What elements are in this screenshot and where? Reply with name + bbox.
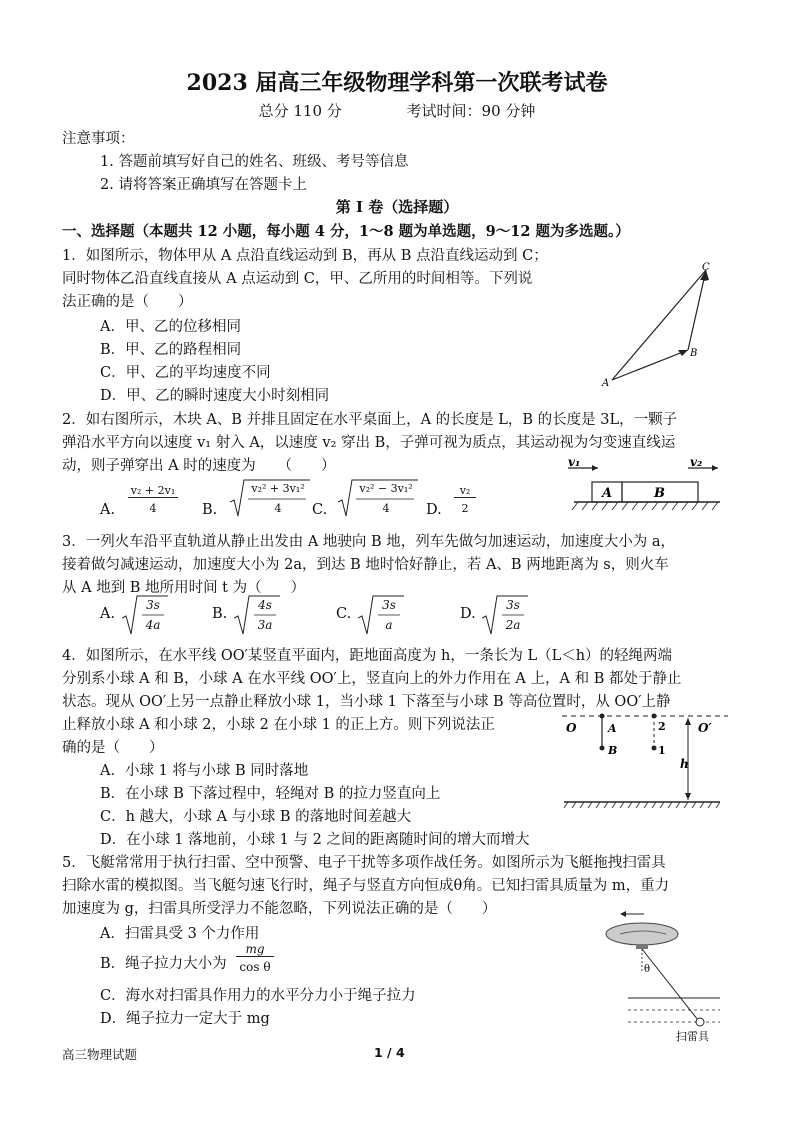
q5-line-2: 扫除水雷的模拟图。当飞艇匀速飞行时，绳子与竖直方向恒成θ角。已知扫雷具质量为 m，重力 <box>62 878 670 894</box>
q4-balls-figure <box>560 708 730 810</box>
q3-option-a-letter: A. <box>100 606 116 622</box>
exam-title: 2023 届高三年级物理学科第一次联考试卷 <box>186 70 608 96</box>
q5-airship-figure <box>600 906 730 1046</box>
q4-label-o-prime: O′ <box>698 721 712 735</box>
q2-option-b-letter: B. <box>202 502 218 518</box>
q4-ball-2: 2 <box>658 720 666 733</box>
q5-line-1: 5．飞艇常常用于执行扫雷、空中预警、电子干扰等多项作战任务。如图所示为飞艇拖拽扫雷具 <box>62 855 666 871</box>
section-title: 第 I 卷（选择题） <box>335 198 459 216</box>
q4-ball-b: B <box>608 744 618 757</box>
q3-option-c-den: a <box>385 618 393 632</box>
exam-time: 考试时间：90 分钟 <box>406 102 536 120</box>
q2-line-1: 2．如右图所示，木块 A、B 并排且固定在水平桌面上，A 的长度是 L，B 的长度是 3L，一颗子 <box>62 412 678 428</box>
q1-line-1: 1．如图所示，物体甲从 A 点沿直线运动到 B，再从 B 点沿直线运动到 C； <box>62 248 548 264</box>
q2-option-a-letter: A. <box>100 502 116 518</box>
page-number: 1 / 4 <box>374 1045 405 1060</box>
q5-option-b-num: mg <box>236 942 274 957</box>
q3-option-b-num: 4s <box>258 598 272 612</box>
q2-option-a-num: v₂ + 2v₁ <box>128 484 178 498</box>
q3-line-2: 接着做匀减速运动，加速度大小为 2a，到达 B 地时恰好静止，若 A、B 两地距离为 s，则火车 <box>62 557 669 573</box>
q3-option-c-num: 3s <box>382 598 396 612</box>
q2-option-d-den: 2 <box>461 502 469 515</box>
notice-title: 注意事项： <box>62 131 135 147</box>
q4-option-c: C．h 越大，小球 A 与小球 B 的落地时间差越大 <box>100 809 412 825</box>
q3-option-b-letter: B. <box>212 606 228 622</box>
q1-line-3: 法正确的是（ ） <box>62 294 193 310</box>
q4-line-1: 4．如图所示，在水平线 OO′某竖直平面内，距地面高度为 h，一条长为 L（L＜h）的轻绳两端 <box>62 648 673 664</box>
q5-option-a: A．扫雷具受 3 个力作用 <box>100 926 260 942</box>
q2-option-b-den: 4 <box>274 502 282 515</box>
q3-option-a-num: 3s <box>146 598 160 612</box>
notice-item-1: 1. 答题前填写好自己的姓名、班级、考号等信息 <box>100 154 409 170</box>
q2-line-2: 弹沿水平方向以速度 v₁ 射入 A，以速度 v₂ 穿出 B，子弹可视为质点，其运动视为匀变速直线运 <box>62 435 676 451</box>
q2-block-b: B <box>654 486 665 501</box>
q4-ball-a: A <box>608 722 617 735</box>
q4-label-o: O <box>566 721 577 735</box>
total-score: 总分 110 分 <box>258 102 342 120</box>
q4-option-a: A．小球 1 将与小球 B 同时落地 <box>100 763 309 779</box>
q2-option-d-num: v₂ <box>454 484 476 498</box>
q1-line-2: 同时物体乙沿直线直接从 A 点运动到 C，甲、乙所用的时间相等。下列说 <box>62 271 533 287</box>
q5-option-c: C．海水对扫雷具作用力的水平分力小于绳子拉力 <box>100 988 416 1004</box>
q1-option-b: B．甲、乙的路程相同 <box>100 342 242 358</box>
q2-option-c-num: v₂² − 3v₁² <box>359 482 413 495</box>
q5-option-d: D．绳子拉力一定大于 mg <box>100 1011 270 1027</box>
q3-option-d-num: 3s <box>506 598 520 612</box>
q4-label-h: h <box>680 757 689 771</box>
q2-block-a: A <box>602 486 613 501</box>
q2-option-c-letter: C. <box>312 502 328 518</box>
q1-point-c: C <box>702 262 710 273</box>
q5-line-3: 加速度为 g，扫雷具所受浮力不能忽略，下列说法正确的是（ ） <box>62 901 497 917</box>
q1-point-b: B <box>690 348 698 359</box>
q4-option-b: B．在小球 B 下落过程中，轻绳对 B 的拉力竖直向上 <box>100 786 441 802</box>
q3-option-b-den: 3a <box>257 618 273 632</box>
q4-line-5: 确的是（ ） <box>62 740 164 756</box>
q5-theta-label: θ <box>644 964 651 975</box>
q1-option-c: C．甲、乙的平均速度不同 <box>100 365 271 381</box>
q1-option-d: D．甲、乙的瞬时速度大小时刻相同 <box>100 388 330 404</box>
q5-option-b-den: cos θ <box>239 960 271 974</box>
q1-point-a: A <box>602 378 610 389</box>
q4-line-4: 止释放小球 A 和小球 2，小球 2 在小球 1 的正上方。则下列说法正 <box>62 717 495 733</box>
q3-option-a-den: 4a <box>145 618 161 632</box>
q5-sweeper-label: 扫雷具 <box>676 1030 709 1043</box>
q4-option-d: D．在小球 1 落地前，小球 1 与 2 之间的距离随时间的增大而增大 <box>100 832 530 848</box>
footer-left: 高三物理试题 <box>62 1047 138 1062</box>
q3-line-3: 从 A 地到 B 地所用时间 t 为（ ） <box>62 580 306 596</box>
q4-ball-1: 1 <box>658 744 666 757</box>
notice-item-2: 2. 请将答案正确填写在答题卡上 <box>100 177 307 193</box>
q3-option-c-letter: C. <box>336 606 352 622</box>
q2-option-d-letter: D. <box>426 502 442 518</box>
q2-blocks-figure <box>564 458 724 514</box>
q2-line-3: 动，则子弹穿出 A 时的速度为 （ ） <box>62 458 336 474</box>
q4-line-3: 状态。现从 OO′上另一点静止释放小球 1，当小球 1 下落至与小球 B 等高位置时，从 OO′上静 <box>62 694 671 710</box>
q2-v2-label: v₂ <box>690 458 703 469</box>
q3-option-d-letter: D. <box>460 606 476 622</box>
q4-line-2: 分别系小球 A 和 B，小球 A 在水平线 OO′上，竖直向上的外力作用在 A 上，A 和 B 都处于静止 <box>62 671 682 687</box>
exam-subtitle <box>0 100 794 121</box>
q1-triangle-figure <box>598 258 718 390</box>
q2-option-a-den: 4 <box>149 502 157 515</box>
q2-v1-label: v₁ <box>568 458 581 469</box>
q5-option-b-prefix: B．绳子拉力大小为 <box>100 956 227 972</box>
q2-option-b-num: v₂² + 3v₁² <box>251 482 305 495</box>
q1-option-a: A．甲、乙的位移相同 <box>100 319 241 335</box>
q3-option-d-den: 2a <box>505 618 521 632</box>
q2-option-c-den: 4 <box>382 502 390 515</box>
q3-line-1: 3．一列火车沿平直轨道从静止出发由 A 地驶向 B 地，列车先做匀加速运动，加速度大小为 a， <box>62 534 676 550</box>
part-heading: 一、选择题（本题共 12 小题，每小题 4 分，1～8 题为单选题，9～12 题为多选题。） <box>62 223 630 240</box>
